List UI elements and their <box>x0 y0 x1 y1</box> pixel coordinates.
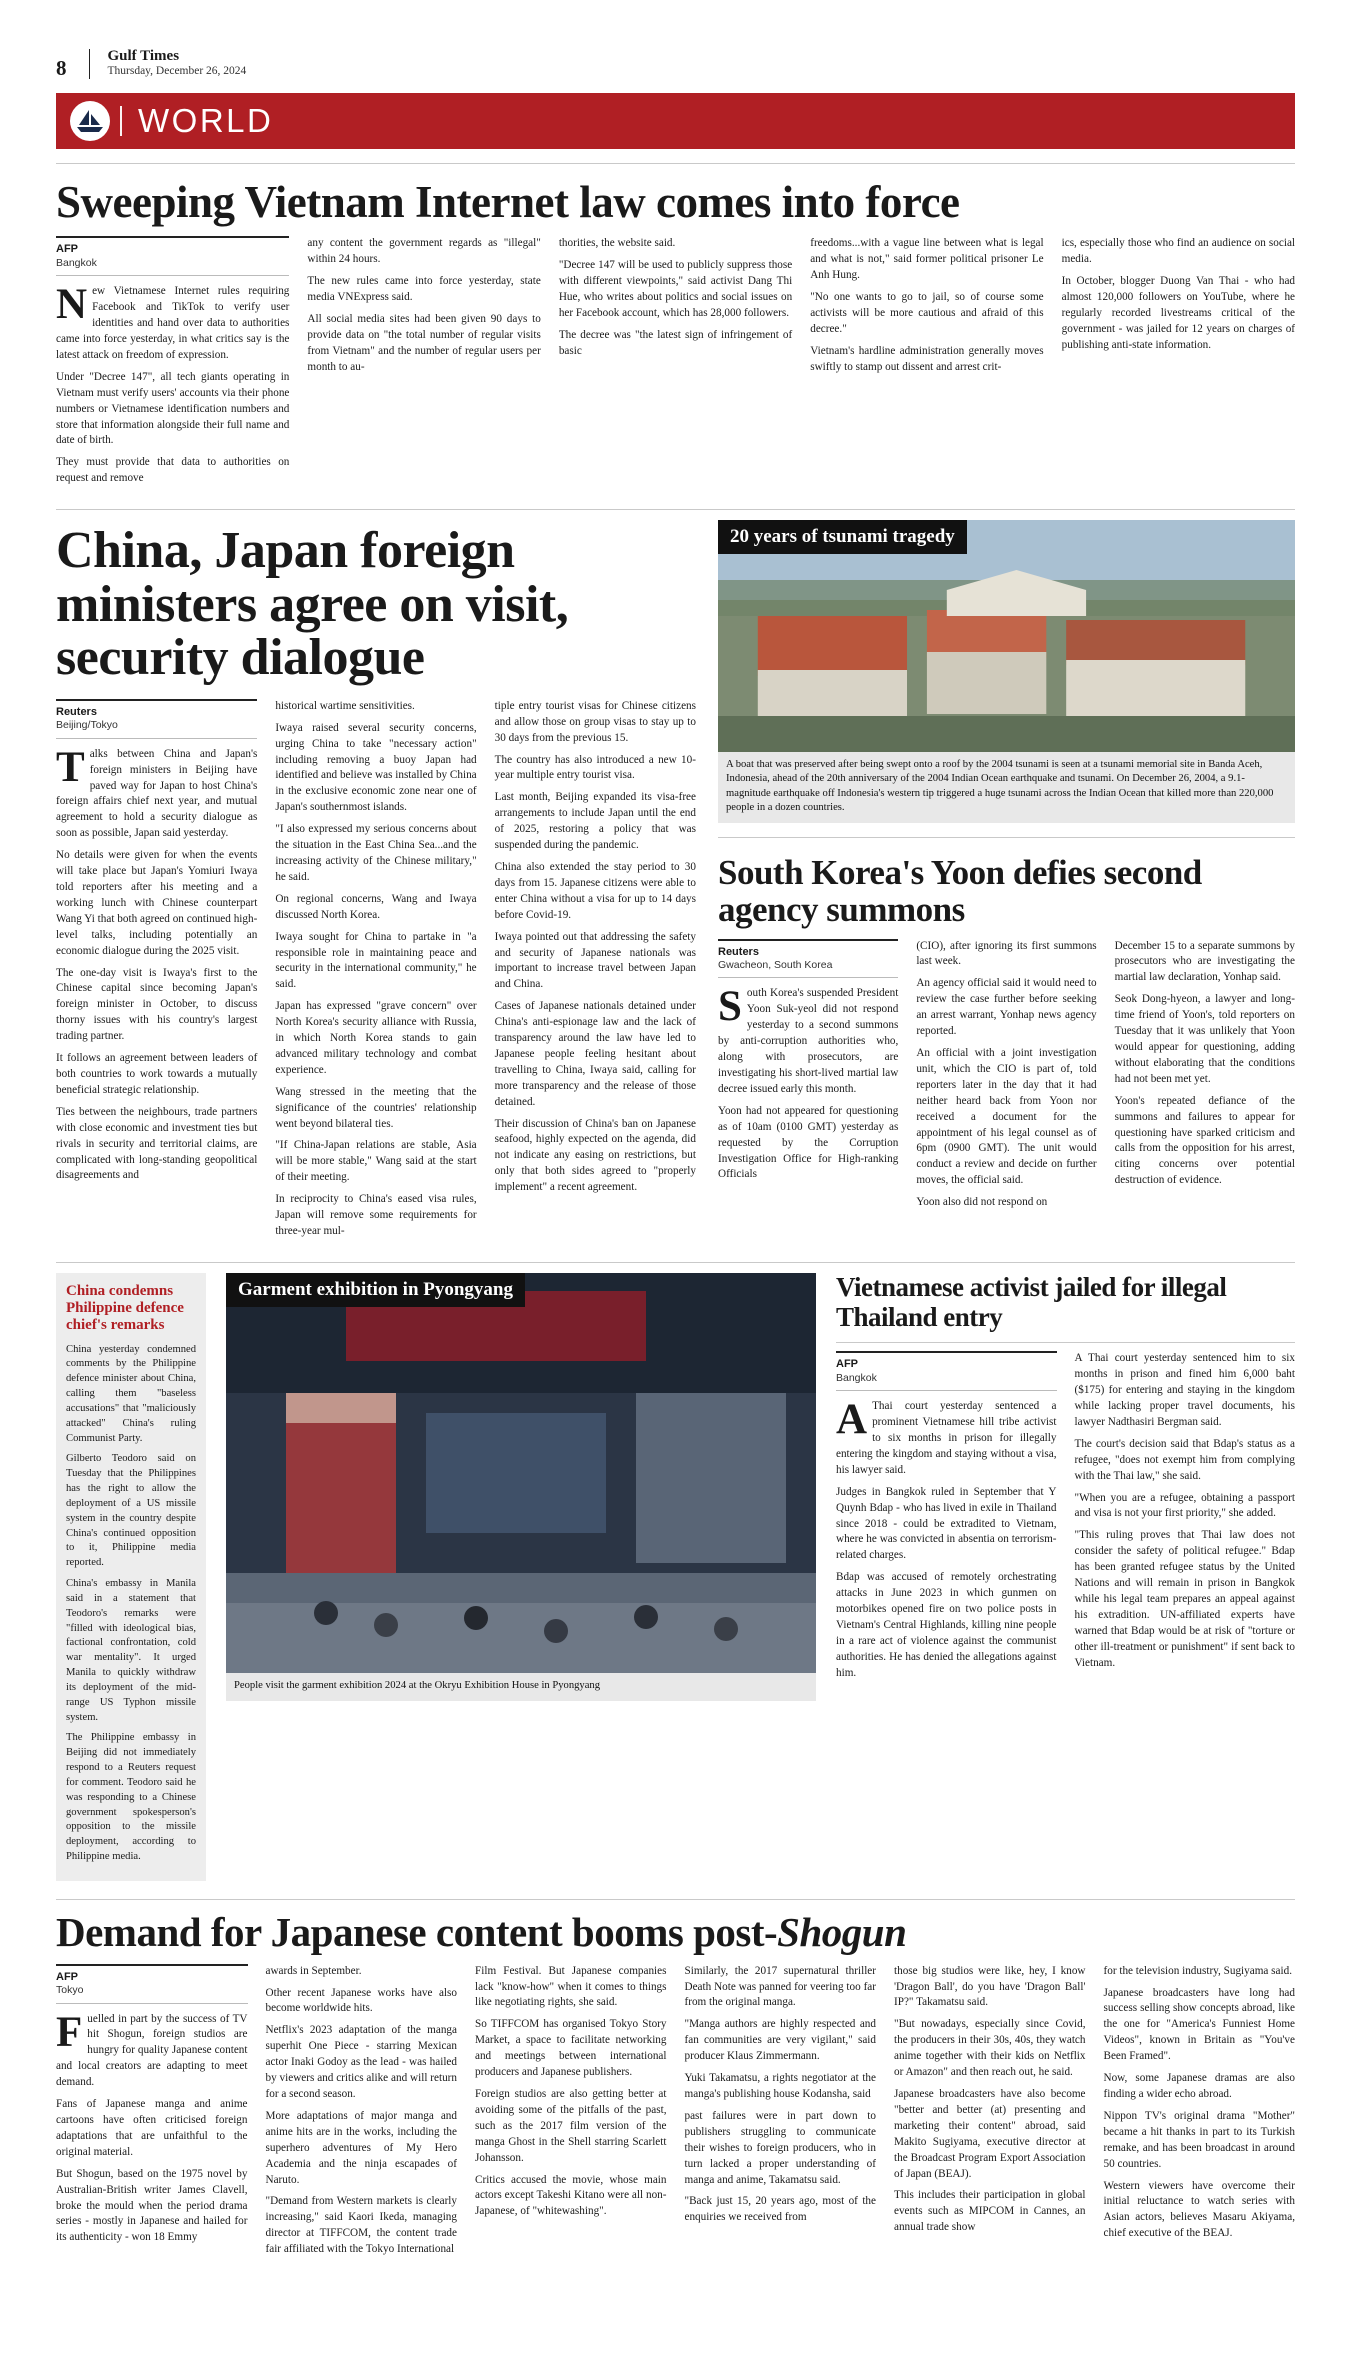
paragraph: "This ruling proves that Thai law does not consider the safety of political refugee." Bdap has been granted refugee status by the United Nations and will remain in prison in Bangkok while his legal team prepares an appeal against his extradition. UN-affiliated experts have warned that Bdap would be at risk of "torture or other ill-treatment or punishment" if sent back to Vietnam. <box>1074 1529 1295 1669</box>
paragraph: Vietnam's hardline administration generally moves swiftly to stamp out dissent and arrest crit- <box>810 344 1044 373</box>
paragraph: "Decree 147 will be used to publicly suppress those with different viewpoints," said activist Dang Thi Hue, who writes about politics and social issues on her Facebook account, which has 28,000 followers. <box>558 259 793 319</box>
paragraph: So TIFFCOM has organised Tokyo Story Market, a space to facilitate networking and meetings between international producers and Japanese publishers. <box>475 2018 667 2079</box>
divider <box>836 1342 1295 1343</box>
paragraph: But Shogun, based on the 1975 novel by Australian-British writer James Clavell, broke the mould when the period drama series - mostly in Japanese and hailed for its authenticity - won 18 Emmy <box>56 2167 248 2244</box>
paragraph: "But nowadays, especially since Covid, the producers in their 30s, 40s, they watch anime together with their kids on Netflix or Amazon" and then reach out, he said. <box>894 2018 1086 2079</box>
paragraph: Yuki Takamatsu, a rights negotiator at the manga's publishing house Kodansha, said <box>684 2072 876 2100</box>
headline-yoon-summons: South Korea's Yoon defies second agency summons <box>718 853 1202 930</box>
byline-location: Tokyo <box>56 1983 84 1996</box>
paragraph: This includes their participation in global events such as MIPCOM in Cannes, an annual trade show <box>894 2189 1086 2234</box>
paragraph: past failures were in part down to publishers struggling to communicate their wishes to foreign producers, who in turn lacked a proper understanding of manga and anime, Takamatsu said. <box>684 2109 876 2186</box>
paragraph: South Korea's suspended President Yoon Suk-yeol did not respond yesterday to a second summons by anti-corruption authorities who, along with prosecutors, are investigating his short-lived martial law decree issued early this month. <box>718 983 899 1095</box>
paragraph: Iwaya sought for China to partake in "a responsible role in maintaining peace and security in the international community," he said. <box>275 930 477 991</box>
paragraph: Other recent Japanese works have also become worldwide hits. <box>265 1986 457 2015</box>
paragraph: They must provide that data to authorities on request and remove <box>56 456 290 485</box>
headline-china-japan: China, Japan foreign ministers agree on visit, security dialogue <box>56 522 569 687</box>
photo-image <box>226 1273 816 1673</box>
column <box>1104 1964 1296 2264</box>
headline-emphasis: Shogun <box>777 1908 907 1955</box>
column <box>56 1964 248 2264</box>
paragraph: The one-day visit is Iwaya's first to the Chinese capital since becoming Japan's foreign minister in October, to discuss thorny issues with his country's largest trading partner. <box>56 966 258 1043</box>
paragraph: In reciprocity to China's eased visa rules, Japan will remove some requirements for three-year mul- <box>275 1193 477 1237</box>
story-japanese-columns <box>56 1964 1295 2290</box>
publication-name: Gulf Times <box>107 48 180 64</box>
paragraph: China also extended the stay period to 30 days from 15. Japanese citizens were able to enter China without a visa for up to 14 days before Covid-19. <box>494 860 696 921</box>
paragraph: It follows an agreement between leaders of both countries to work towards a mutually beneficial strategic relationship. <box>56 1052 258 1096</box>
photo-caption-tsunami: A boat that was preserved after being swept onto a roof by the 2004 tsunami is seen at a tsunami memorial site in Banda Aceh, Indonesia, ahead of the 20th anniversary of the 2004 Indian Ocean earthquake and tsunami. On December 26, 2004, a 9.1-magnitude earthquake off Indonesia's western tip triggered a huge tsunami across the Indian Ocean that killed more than 220,000 people in a dozen countries. <box>718 752 1295 823</box>
paragraph: More adaptations of major manga and anime hits are in the works, including the superhero adventures of My Hero Academia and the ninja escapades of Naruto. <box>265 2109 457 2186</box>
paragraph: Ties between the neighbours, trade partners with close economic and investment ties but rivals in security and territorial claims, are complicated with long-standing geopolitical disagreements and <box>56 1105 258 1182</box>
byline <box>56 1964 248 2004</box>
paragraph: China's embassy in Manila said in a statement that Teodoro's remarks were "filled with ideological bias, factional confrontation, cold war mentality". It urged Manila to quickly withdraw its deployment of the mid-range US Typhon missile system. <box>66 1578 196 1723</box>
paragraph: Seok Dong-hyeon, a lawyer and long-time friend of Yoon's, told reporters on Tuesday that it was unlikely that Yoon would appear for questioning, adding without elaborating that the conditions had not been met yet. <box>1114 993 1295 1085</box>
paragraph: "If China-Japan relations are stable, Asia will be more stable," Wang said at the start of their meeting. <box>275 1139 477 1184</box>
banner-divider <box>120 106 122 136</box>
photo-image <box>718 520 1295 752</box>
column <box>894 1964 1086 2264</box>
paragraph: Netflix's 2023 adaptation of the manga superhit One Piece - starring Mexican actor Inaki Godoy as the lead - was hailed by viewers and critics alike and will return for a second season. <box>265 2024 457 2100</box>
section-title: WORLD <box>138 102 274 140</box>
headline-japanese-content <box>56 1908 1295 1955</box>
paragraph: Similarly, the 2017 supernatural thriller Death Note was panned for veering too far from the original manga. <box>684 1964 876 2009</box>
byline-location: Beijing/Tokyo <box>56 719 118 732</box>
masthead <box>0 0 1351 85</box>
photo-garment-exhibition <box>226 1273 816 1701</box>
divider <box>56 163 1295 164</box>
column <box>1115 939 1295 1218</box>
divider <box>56 1262 1295 1263</box>
byline <box>56 699 257 739</box>
paragraph: An agency official said it would need to review the case further before seeking an arrest warrant, Yonhap news agency reported. <box>916 977 1097 1038</box>
byline <box>718 939 898 979</box>
paragraph: "Manga authors are highly respected and fan communities are very vigilant," said producer Klaus Zimmermann. <box>684 2018 876 2063</box>
section-banner <box>56 93 1295 149</box>
paragraph: Japanese broadcasters have also become "better and better (at) presenting and marketing their content" abroad, said Makito Sugiyama, executive director at the Broadcast Program Export Association of Japan (BEAJ). <box>894 2087 1086 2180</box>
paragraph: In October, blogger Duong Van Thai - who had almost 120,000 followers on YouTube, where he regularly recorded livestreams critical of the government - was jailed for 12 years on charges of publishing anti-state information. <box>1061 275 1296 351</box>
headline-text: Demand for Japanese content booms post- <box>56 1908 778 1955</box>
paragraph: Foreign studios are also getting better at avoiding some of the pitfalls of the past, such as the 2017 film version of the manga Ghost in the Shell starring Scarlett Johansson. <box>475 2087 667 2164</box>
paragraph: Japan has expressed "grave concern" over North Korea's security alliance with Russia, in which North Korea stands to gain advanced military technology and combat experience. <box>275 1000 477 1076</box>
sidebar-headline: China condemns Philippine defence chief's remarks <box>66 1282 184 1334</box>
byline-agency: AFP <box>56 243 78 256</box>
byline <box>56 236 289 276</box>
paragraph: Last month, Beijing expanded its visa-free arrangements to include Japan until the end of 2025, restoring a policy that was suspended during the pandemic. <box>494 791 696 852</box>
paragraph: Western viewers have overcome their initial reluctance to watch series with Asian actors, believes Masaru Akiyama, chief executive of the BEAJ. <box>1103 2179 1295 2240</box>
byline-agency: AFP <box>56 1970 78 1983</box>
masthead-divider <box>89 49 90 79</box>
paragraph: Wang stressed in the meeting that the significance of the countries' relationship went beyond bilateral ties. <box>275 1085 477 1130</box>
column <box>718 939 898 1218</box>
paragraph: those big studios were like, hey, I know 'Dragon Ball', do you have 'Dragon Ball' IP?" Takamatsu said. <box>894 1964 1086 2009</box>
column <box>685 1964 877 2264</box>
byline-agency: Reuters <box>56 705 97 718</box>
column <box>559 236 792 493</box>
photo-caption-garment: People visit the garment exhibition 2024 at the Okryu Exhibition House in Pyongyang <box>226 1673 816 1701</box>
byline <box>836 1351 1057 1391</box>
paragraph: The country has also introduced a new 10-year multiple entry tourist visa. <box>494 753 696 782</box>
paragraph: The new rules came into force yesterday, state media VNExpress said. <box>307 275 541 304</box>
column <box>56 236 289 493</box>
paragraph: thorities, the website said. <box>558 237 676 250</box>
paragraph: Iwaya pointed out that addressing the safety and security of Japanese nationals was important to increase travel between Japan and China. <box>494 930 696 991</box>
paragraph: awards in September. <box>265 1964 362 1977</box>
paragraph: Yoon also did not respond on <box>916 1196 1048 1209</box>
byline-location: Bangkok <box>836 1371 877 1384</box>
paragraph: China yesterday condemned comments by the Philippine defence minister about China, calling them "baseless accusations" that "maliciously attacked" China's ruling Communist Party. <box>66 1343 196 1444</box>
paragraph: The Philippine embassy in Beijing did not immediately respond to a Reuters request for comment. Teodoro said he was responding to a Chinese government spokesperson's opposition to the missile deployment, according to Philippine media. <box>66 1732 196 1862</box>
paragraph: An official with a joint investigation unit, which the CIO is part of, told reporters later in the day that it had neither heard back from Yoon nor received a document for the appointment of his legal counsel as of 6pm (0900 GMT). The unit would conduct a review and decide on further moves, the official said. <box>916 1046 1097 1187</box>
story-vietnam-columns <box>56 236 1295 493</box>
divider <box>56 1899 1295 1900</box>
sailboat-logo-icon <box>70 101 110 141</box>
column <box>1062 236 1295 493</box>
paragraph: All social media sites had been given 90 days to provide data on "the total number of regular visits from Vietnam" and the number of regular users per month to au- <box>307 312 541 373</box>
column <box>810 236 1043 493</box>
paragraph: Talks between China and Japan's foreign ministers in Beijing have paved way for Japan to host China's foreign affairs chief next year, and mutual agreement to hold a security dialogue as soon as possible, Japan said yesterday. <box>56 743 258 840</box>
byline-location: Bangkok <box>56 256 97 269</box>
paragraph: for the television industry, Sugiyama said. <box>1103 1964 1292 1977</box>
photo-label-garment: Garment exhibition in Pyongyang <box>226 1273 525 1307</box>
paragraph: Gilberto Teodoro said on Tuesday that the Philippines has the right to allow the deployment of a US missile system in the country despite China's continued opposition to it, Philippine media reported. <box>66 1453 196 1569</box>
paragraph: Critics accused the movie, whose main actors except Takeshi Kitano were all non-Japanese, of "whitewashing". <box>475 2173 667 2218</box>
sidebar-china-philippines <box>56 1273 206 1881</box>
divider <box>718 837 1295 838</box>
paragraph: (CIO), after ignoring its first summons last week. <box>916 939 1097 968</box>
paragraph: Japanese broadcasters have long had success selling show concepts abroad, like the one for "America's Funniest Home Videos", known in Britain as "You've Been Framed". <box>1103 1986 1295 2063</box>
paragraph: AThai court yesterday sentenced a prominent Vietnamese hill tribe activist to six months in prison for illegally entering the kingdom and staying without a visa, his lawyer said. <box>836 1396 1057 1476</box>
column <box>307 236 540 493</box>
paragraph: Yoon had not appeared for questioning as of 10am (0100 GMT) yesterday as requested by the Corruption Investigation Office for High-ranking Officials <box>718 1104 899 1181</box>
page-number: 8 <box>56 56 67 81</box>
paragraph: Fans of Japanese manga and anime cartoons have often criticised foreign adaptations that are unfaithful to the original material. <box>56 2098 248 2158</box>
photo-label-tsunami: 20 years of tsunami tragedy <box>718 520 967 554</box>
column <box>495 699 696 1246</box>
paragraph: Cases of Japanese nationals detained under China's anti-espionage law and the lack of transparency around the law have led to Japanese people feeling hesitant about travelling to China, Iwaya said, calling for more transparency and the release of those detained. <box>494 1000 696 1108</box>
byline-agency: Reuters <box>718 945 759 958</box>
photo-tsunami <box>718 520 1295 823</box>
paragraph: historical wartime sensitivities. <box>275 699 415 712</box>
paragraph: The decree was "the latest sign of infringement of basic <box>558 328 793 357</box>
paragraph: Iwaya raised several security concerns, urging China to take "necessary action" including removing a buoy Japan had identified and believe was installed by China in the exclusive economic zone near one of Japan's southernmost islands. <box>275 721 477 814</box>
column <box>266 1964 458 2264</box>
byline-agency: AFP <box>836 1358 858 1371</box>
story-china-japan-block <box>56 520 1295 1246</box>
column <box>1075 1351 1296 1687</box>
paragraph: The court's decision said that Bdap's status as a refugee, "does not exempt him from complying with the Thai law," she said. <box>1074 1437 1295 1482</box>
column <box>836 1351 1057 1687</box>
paragraph: any content the government regards as "illegal" within 24 hours. <box>307 237 541 266</box>
middle-row <box>56 1273 1295 1881</box>
paragraph: December 15 to a separate summons by prosecutors who are investigating the martial law declaration, Yonhap said. <box>1114 939 1295 984</box>
paragraph: "Demand from Western markets is clearly increasing," said Kaori Ikeda, managing director at TIFFCOM, the content trade fair affiliated with the Tokyo International <box>265 2195 457 2256</box>
paragraph: Now, some Japanese dramas are also finding a wider echo abroad. <box>1103 2072 1295 2100</box>
paragraph: Film Festival. But Japanese companies lack "know-how" when it comes to things like negotiating rights, she said. <box>475 1964 667 2009</box>
column <box>56 699 257 1246</box>
paragraph: Nippon TV's original drama "Mother" became a hit thanks in part to its Turkish remake, and has been broadcast in around 50 countries. <box>1103 2109 1295 2170</box>
paragraph: Their discussion of China's ban on Japanese seafood, highly expected on the agenda, did not indicate any easing on restrictions, but only that both sides agreed to "properly implement" a recent agreement. <box>494 1117 696 1194</box>
paragraph: "Back just 15, 20 years ago, most of the enquiries we received from <box>684 2195 876 2224</box>
byline-location: Gwacheon, South Korea <box>718 958 833 971</box>
paragraph: Under "Decree 147", all tech giants operating in Vietnam must verify users' accounts via their phone numbers or Vietnamese identification numbers and store that information alongside their full name and date of birth. <box>56 370 290 447</box>
column <box>916 939 1096 1218</box>
paragraph: Fuelled in part by the success of TV hit Shogun, foreign studios are hungry for quality Japanese content and local creators are adapting to meet demand. <box>56 2008 248 2089</box>
publication-date: Thursday, December 26, 2024 <box>107 65 247 78</box>
paragraph: Judges in Bangkok ruled in September that Y Quynh Bdap - who has lived in exile in Thailand since 2018 - could be extradited to Vietnam, where he was convicted in absentia on terrorism-related charges. <box>836 1485 1057 1562</box>
paragraph: "When you are a refugee, obtaining a passport and visa is not your first priority," she added. <box>1074 1491 1295 1520</box>
paragraph: "No one wants to go to jail, so of course some activists will be more cautious and afraid of this decree." <box>810 291 1044 335</box>
column <box>475 1964 667 2264</box>
paragraph: Yoon's repeated defiance of the summons and failures to appear for questioning have sparked criticism and calls from the opposition for his arrest, citing concerns over potential destruction of evidence. <box>1114 1094 1295 1187</box>
headline-vietnamese-activist: Vietnamese activist jailed for illegal Thailand entry <box>836 1271 1227 1332</box>
paragraph: On regional concerns, Wang and Iwaya discussed North Korea. <box>275 892 477 921</box>
paragraph: tiple entry tourist visas for Chinese citizens and allow those on group visas to stay up to 30 days from the previous 15. <box>494 699 696 744</box>
column <box>275 699 476 1246</box>
paragraph: Bdap was accused of remotely orchestrating attacks in June 2023 in which gunmen on motorbikes opened fire on two police posts in Vietnam's Central Highlands, killing nine people in a rare act of violence against the communist authorities. He has denied the allegations against him. <box>836 1571 1057 1679</box>
paragraph: "I also expressed my serious concerns about the situation in the East China Sea...and the increasing activity of the Chinese military," he said. <box>275 823 477 883</box>
divider <box>56 509 1295 510</box>
headline-vietnam-internet-law: Sweeping Vietnam Internet law comes into force <box>56 177 960 228</box>
paragraph: New Vietnamese Internet rules requiring Facebook and TikTok to verify user identities and hand over data to authorities came into force yesterday, in what critics say is the latest attack on freedom of expression. <box>56 281 290 361</box>
paragraph: No details were given for when the events will take place but Japan's Yomiuri Iwaya told reporters after his meeting and a working lunch with Chinese counterpart Wang Yi that both agreed on continued high-level talks, including potentially an economic dialogue during the 2025 visit. <box>56 849 258 957</box>
paragraph: freedoms...with a vague line between what is legal and what is not," said former political prisoner Le Anh Hung. <box>810 237 1044 282</box>
paragraph: A Thai court yesterday sentenced him to six months in prison and fined him 6,000 baht ($175) for entering and staying in the kingdom while lacking proper travel documents, his lawyer Nadthasiri Bergman said. <box>1074 1352 1295 1428</box>
paragraph: ics, especially those who find an audience on social media. <box>1061 237 1296 266</box>
